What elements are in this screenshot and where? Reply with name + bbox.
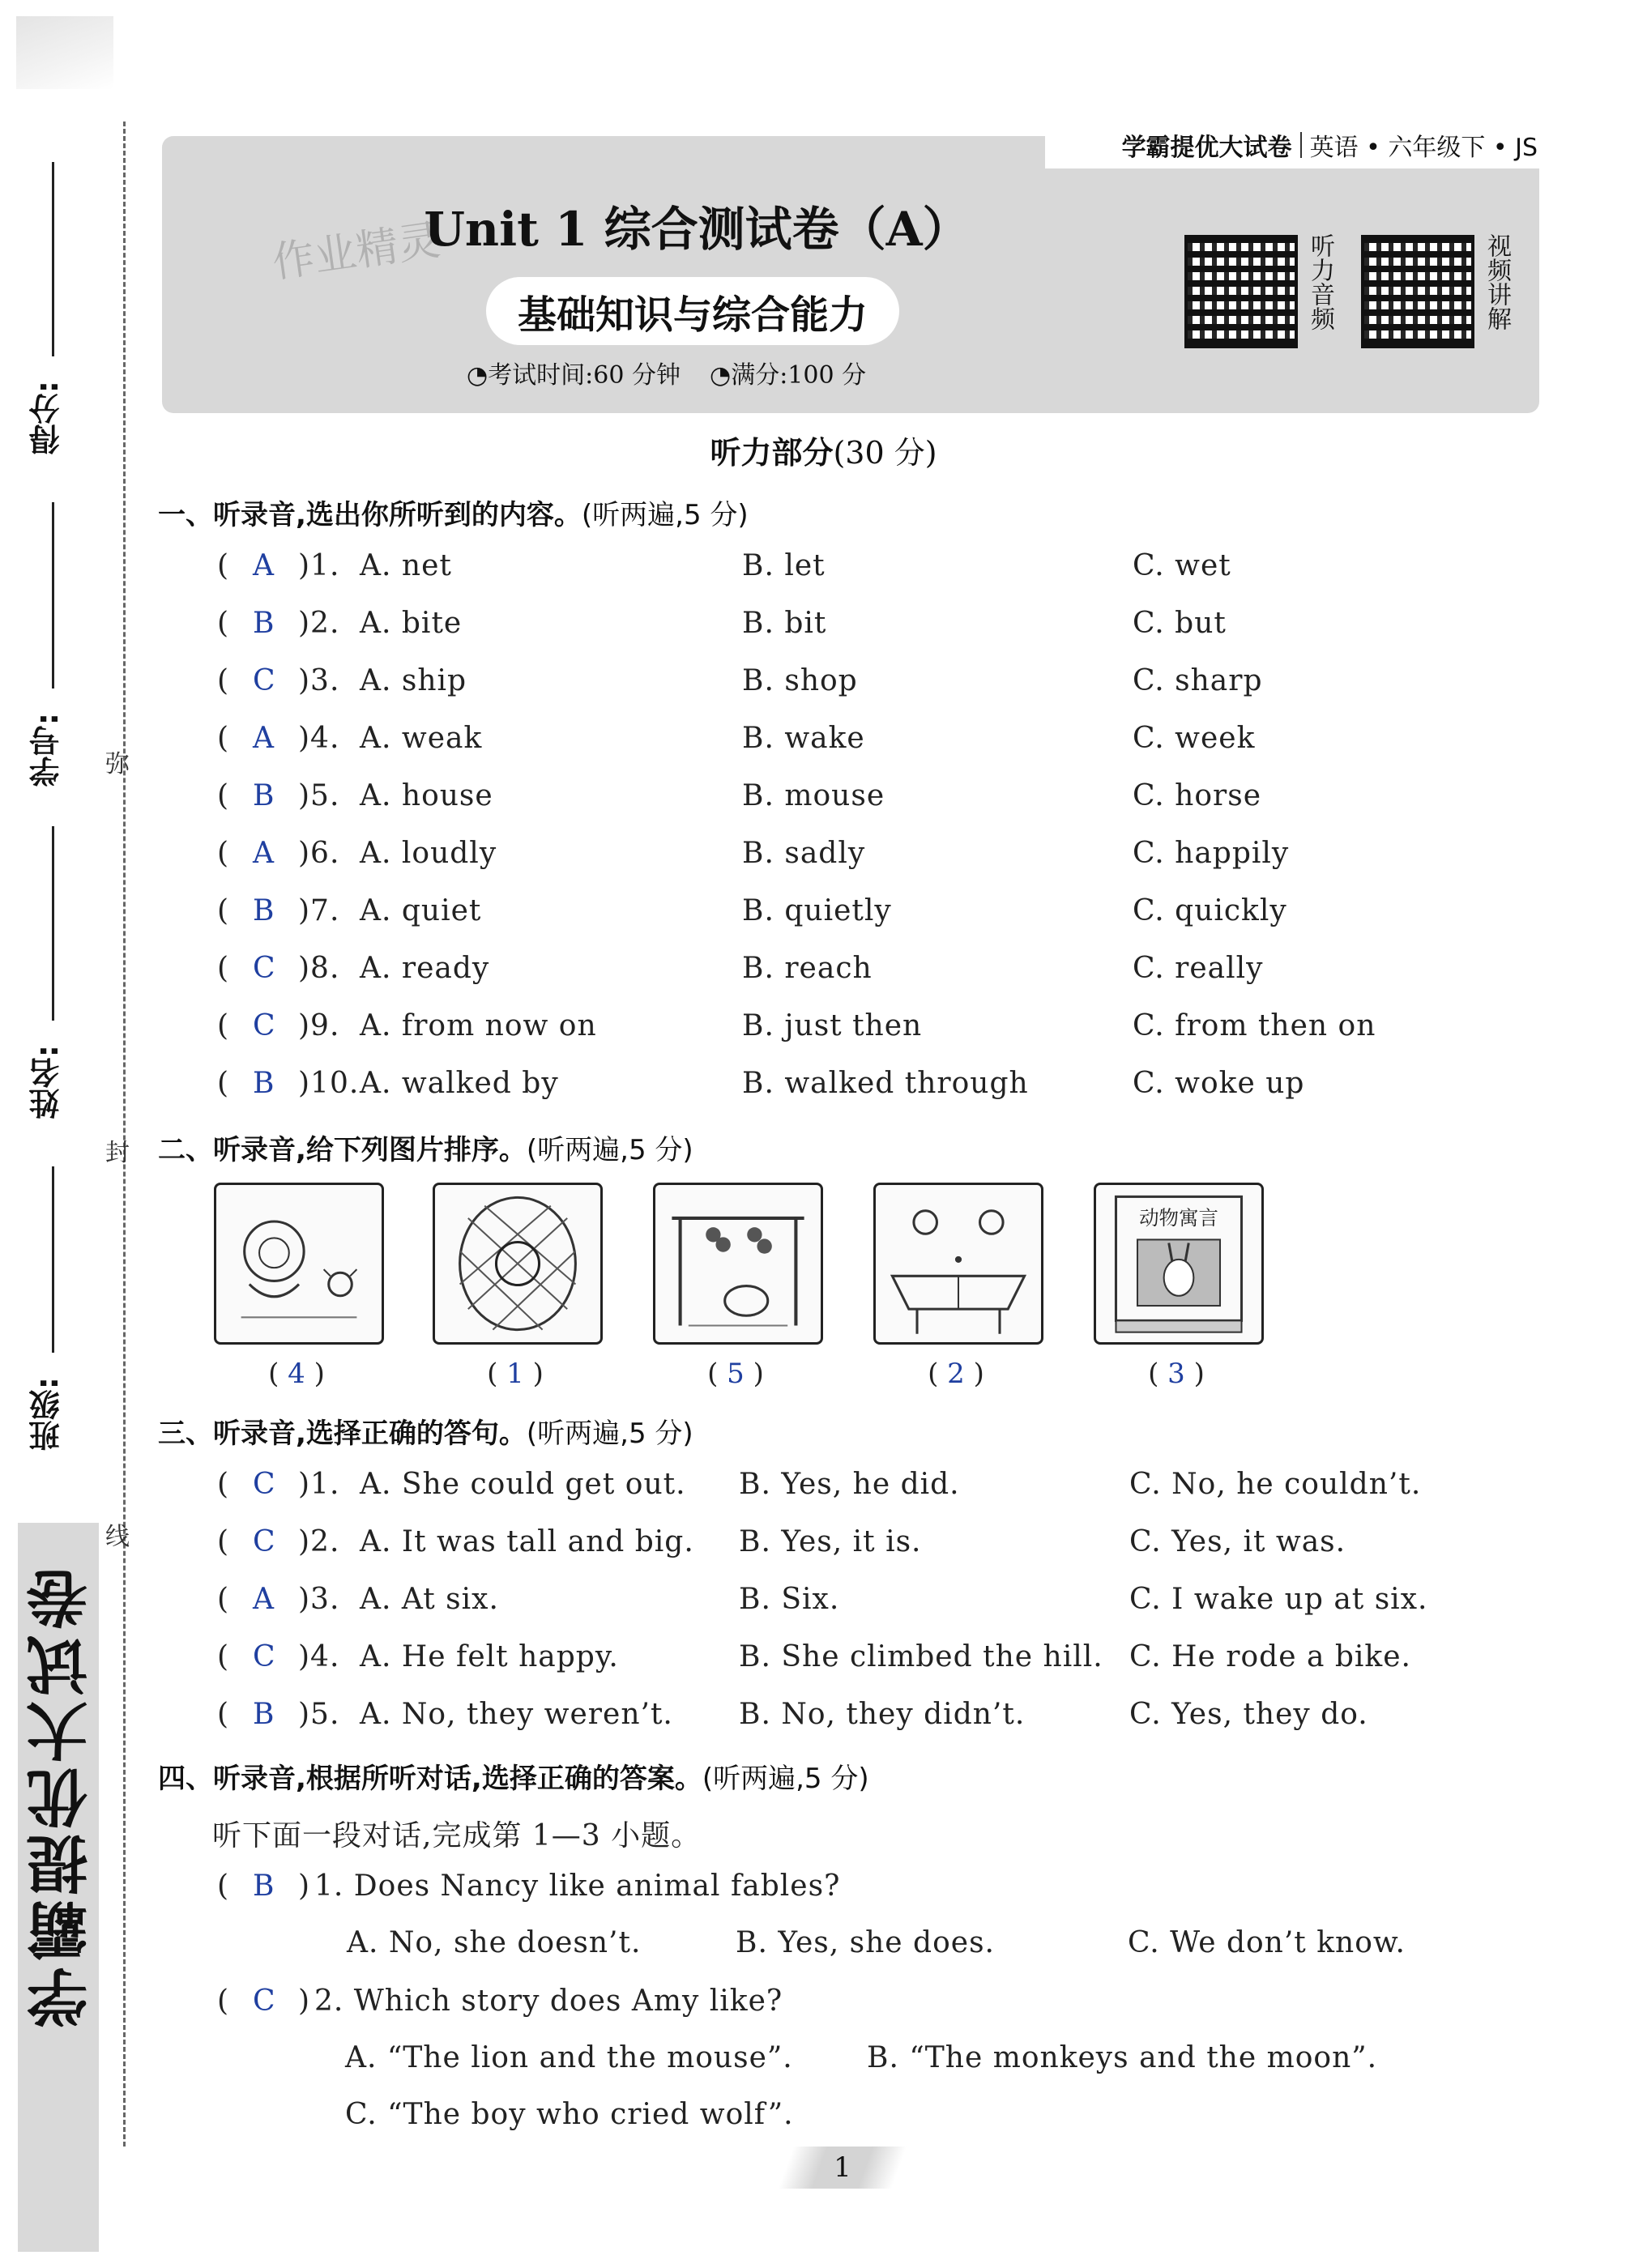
open-paren: ( <box>217 1698 230 1731</box>
answer-slot[interactable]: B <box>253 1067 275 1100</box>
answer-slot[interactable]: B <box>253 1869 275 1903</box>
question-row <box>217 1640 1546 1689</box>
part4-q2-options-c <box>345 2098 1647 2146</box>
answer-slot[interactable]: C <box>253 1640 276 1673</box>
clock-icon: ◔ <box>710 361 732 390</box>
answer-slot[interactable]: B <box>253 607 275 640</box>
option-a: A. net <box>360 549 452 582</box>
option-a: A. She could get out. <box>360 1468 686 1501</box>
page-corner-fold <box>16 16 113 89</box>
open-paren: ( <box>217 1583 230 1616</box>
answer-slot[interactable]: C <box>253 1985 276 2018</box>
answer-slot[interactable]: A <box>253 722 275 755</box>
name-label: 姓名: <box>29 1045 65 1119</box>
open-paren: ( <box>217 1525 230 1558</box>
answer-slot[interactable]: C <box>253 952 276 985</box>
question-number: )4. <box>298 1640 340 1673</box>
question-row <box>217 549 1546 598</box>
question-row <box>217 952 1546 1000</box>
option-a: A. weak <box>360 722 483 755</box>
picture-answer-2[interactable]: ( 1 ) <box>487 1358 544 1390</box>
option-c: C. woke up <box>1133 1067 1305 1100</box>
answer-slot[interactable]: C <box>253 664 276 697</box>
subject-grade: 英语 • 六年级下 • JS <box>1309 134 1538 162</box>
part2-title: 二、听录音,给下列图片排序。(听两遍,5 分) <box>158 1134 693 1166</box>
picture-fable-book <box>1094 1183 1264 1345</box>
question-row <box>217 607 1546 655</box>
question-number: )4. <box>298 722 340 755</box>
question-row <box>217 1009 1546 1058</box>
open-paren: ( <box>217 549 230 582</box>
option-b: B. Six. <box>739 1583 840 1616</box>
option-a: A. house <box>360 779 493 812</box>
answer-slot[interactable]: C <box>253 1525 276 1558</box>
option-b: B. No, they didn’t. <box>739 1698 1026 1731</box>
option-b: B. let <box>742 549 826 582</box>
option-c: C. week <box>1133 722 1256 755</box>
score-line <box>52 162 54 356</box>
series-name: 学霸提优大试卷 <box>1121 134 1292 162</box>
question-row <box>217 837 1546 885</box>
option-b: B. shop <box>742 664 858 697</box>
question-number: )6. <box>298 837 340 870</box>
picture-answer-5[interactable]: ( 3 ) <box>1148 1358 1205 1390</box>
answer-slot[interactable]: C <box>253 1468 276 1501</box>
question-row <box>217 1067 1546 1115</box>
part3-title: 三、听录音,选择正确的答句。(听两遍,5 分) <box>158 1418 693 1450</box>
open-paren: ( <box>217 894 230 927</box>
question-number: )9. <box>298 1009 340 1042</box>
series-tag <box>1045 122 1547 168</box>
part4-question-1: ( B ) 1. Does Nancy like animal fables? <box>217 1869 841 1903</box>
option-c: C. quickly <box>1133 894 1287 927</box>
picture-lion-in-net <box>433 1183 603 1345</box>
question-row <box>217 779 1546 828</box>
open-paren: ( <box>217 1009 230 1042</box>
option-c: C. “The boy who cried wolf”. <box>345 2098 794 2131</box>
page-title: Unit 1 综合测试卷（A） <box>424 202 970 257</box>
option-a: A. from now on <box>360 1009 597 1042</box>
option-b: B. Yes, he did. <box>739 1468 960 1501</box>
question-stem: 1. Does Nancy like animal fables? <box>314 1869 841 1903</box>
answer-slot[interactable]: A <box>253 1583 275 1616</box>
answer-slot[interactable]: C <box>253 1009 276 1042</box>
series-separator <box>1300 132 1302 158</box>
question-row <box>217 1583 1546 1631</box>
clock-icon: ◔ <box>467 361 489 390</box>
option-b: B. quietly <box>742 894 892 927</box>
option-c: C. but <box>1133 607 1227 640</box>
answer-slot[interactable]: B <box>253 1698 275 1731</box>
picture-answer-1[interactable]: ( 4 ) <box>268 1358 325 1390</box>
number-line <box>52 502 54 688</box>
option-b: B. She climbed the hill. <box>739 1640 1103 1673</box>
answer-slot[interactable]: B <box>253 894 275 927</box>
answer-slot[interactable]: A <box>253 837 275 870</box>
exam-time: ◔考试时间:60 分钟 <box>467 361 681 390</box>
picture-grapes-fox <box>653 1183 823 1345</box>
open-paren: ( <box>217 952 230 985</box>
option-c: C. really <box>1133 952 1264 985</box>
option-c: C. He rode a bike. <box>1129 1640 1411 1673</box>
open-paren: ( <box>217 664 230 697</box>
vertical-brand-text: 学霸提优大试卷 <box>26 1563 98 2028</box>
option-c: C. Yes, it was. <box>1129 1525 1346 1558</box>
option-b: B. walked through <box>742 1067 1029 1100</box>
question-number: )1. <box>298 1468 340 1501</box>
part4-title: 四、听录音,根据所听对话,选择正确的答案。(听两遍,5 分) <box>158 1763 869 1795</box>
option-c: C. wet <box>1133 549 1231 582</box>
option-c: C. Yes, they do. <box>1129 1698 1368 1731</box>
open-paren: ( <box>217 1067 230 1100</box>
option-b: B. sadly <box>742 837 866 870</box>
question-number: )7. <box>298 894 340 927</box>
option-c: C. happily <box>1133 837 1290 870</box>
class-label: 班级: <box>29 1377 65 1452</box>
option-b: B. reach <box>742 952 873 985</box>
qr-code-video-icon[interactable] <box>1361 235 1474 348</box>
option-a: A. ship <box>360 664 467 697</box>
open-paren: ( <box>217 837 230 870</box>
seal-char-mi: 弥 <box>105 750 130 778</box>
open-paren: ( <box>217 779 230 812</box>
part4-question-2: ( C ) 2. Which story does Amy like? <box>217 1985 783 2018</box>
option-a: A. No, she doesn’t. <box>347 1926 642 1959</box>
option-b: B. mouse <box>742 779 885 812</box>
question-number: )5. <box>298 779 340 812</box>
full-score: ◔满分:100 分 <box>710 361 867 390</box>
question-number: )8. <box>298 952 340 985</box>
class-line <box>52 1166 54 1353</box>
part4-intro: 听下面一段对话,完成第 1—3 小题。 <box>212 1819 702 1852</box>
question-number: )5. <box>298 1698 340 1731</box>
option-b: B. bit <box>742 607 827 640</box>
question-number: )3. <box>298 664 340 697</box>
question-number: )2. <box>298 1525 340 1558</box>
subtitle: 基础知识与综合能力 <box>486 277 899 345</box>
number-label: 学号: <box>29 713 65 787</box>
page-number: 1 <box>834 2151 851 2184</box>
picture-lion-mouse <box>214 1183 384 1345</box>
part4-q1-options <box>347 1926 1647 1975</box>
qr-code-audio-icon[interactable] <box>1184 235 1298 348</box>
watermark: 作业精灵 <box>269 215 443 288</box>
question-row <box>217 1468 1546 1516</box>
question-row <box>217 722 1546 770</box>
option-a: A. walked by <box>360 1067 559 1100</box>
option-c: C. No, he couldn’t. <box>1129 1468 1422 1501</box>
picture-animals-ping-pong <box>873 1183 1043 1345</box>
open-paren: ( <box>217 1468 230 1501</box>
option-b: B. Yes, it is. <box>739 1525 922 1558</box>
question-row <box>217 1698 1546 1746</box>
open-paren: ( <box>217 722 230 755</box>
picture-answer-3[interactable]: ( 5 ) <box>707 1358 764 1390</box>
open-paren: ( <box>217 1640 230 1673</box>
option-a: A. ready <box>360 952 490 985</box>
question-number: )10. <box>298 1067 360 1100</box>
option-b: B. Yes, she does. <box>736 1926 995 1959</box>
question-row <box>217 894 1546 943</box>
option-a: A. He felt happy. <box>360 1640 619 1673</box>
option-a: A. No, they weren’t. <box>360 1698 673 1731</box>
option-c: C. from then on <box>1133 1009 1376 1042</box>
question-number: )2. <box>298 607 340 640</box>
option-a: A. It was tall and big. <box>360 1525 694 1558</box>
option-c: C. We don’t know. <box>1128 1926 1406 1959</box>
score-label: 得分: <box>29 381 65 455</box>
option-a: A. bite <box>360 607 463 640</box>
option-c: C. sharp <box>1133 664 1263 697</box>
option-a: A. At six. <box>360 1583 499 1616</box>
book-title-text: 动物寓言 <box>1139 1206 1218 1230</box>
open-paren: ( <box>217 607 230 640</box>
question-row <box>217 1525 1546 1574</box>
name-line <box>52 826 54 1021</box>
answer-slot[interactable]: B <box>253 779 275 812</box>
question-number: )1. <box>298 549 340 582</box>
option-c: C. I wake up at six. <box>1129 1583 1428 1616</box>
option-b: B. just then <box>742 1009 923 1042</box>
seal-char-xian: 线 <box>105 1523 130 1551</box>
qr-audio-caption: 听力音频 <box>1306 233 1334 330</box>
exam-info <box>467 355 953 390</box>
part1-title: 一、听录音,选出你所听到的内容。(听两遍,5 分) <box>158 499 749 531</box>
seal-char-feng: 封 <box>105 1139 130 1167</box>
option-a: A. “The lion and the mouse”. <box>345 2041 793 2074</box>
option-c: C. horse <box>1133 779 1261 812</box>
option-a: A. quiet <box>360 894 482 927</box>
answer-slot[interactable]: A <box>253 549 275 582</box>
question-stem: 2. Which story does Amy like? <box>314 1985 783 2018</box>
question-number: )3. <box>298 1583 340 1616</box>
section-heading: 听力部分(30 分) <box>710 435 937 471</box>
question-row <box>217 664 1546 713</box>
option-b: B. wake <box>742 722 865 755</box>
part4-q2-options-ab <box>345 2041 1647 2090</box>
qr-video-caption: 视频讲解 <box>1483 233 1511 330</box>
picture-answer-4[interactable]: ( 2 ) <box>928 1358 984 1390</box>
option-b: B. “The monkeys and the moon”. <box>867 2041 1378 2074</box>
option-a: A. loudly <box>360 837 497 870</box>
